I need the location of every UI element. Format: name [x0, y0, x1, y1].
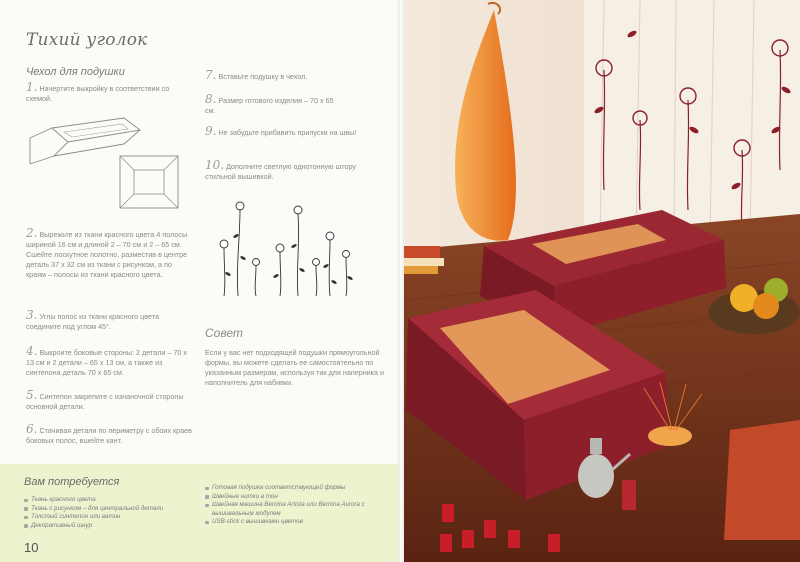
step-5 [26, 390, 192, 412]
left-page [0, 0, 398, 562]
step-text: Выкроите боковые стороны: 2 детали – 70 х 13 см и 2 детали – 65 х 13 см, а также из синтепона деталь 70 х 65 см. [26, 348, 187, 377]
step-number: 7. [205, 68, 217, 82]
photo-scene [404, 0, 800, 562]
step-text: Вырежьте из ткани красного цвета 4 полосы шириной 16 см и длиной 2 – 70 см и 2 – 65 см. Сшейте лоскутное полотно, разместив в центре деталь 37 х 32 см из ткани с рисунком, а по краям – полосы из ткани красного цвета. [26, 230, 188, 279]
list-item: Швейные нитки в тон [205, 493, 385, 502]
step-6 [26, 424, 192, 446]
step-text: Размер готового изделия – 70 х 65 см. [205, 96, 334, 115]
materials-list-1 [24, 496, 194, 530]
step-number: 3. [26, 308, 38, 322]
books [404, 246, 440, 258]
embroidery-flowers-illustration [206, 196, 366, 300]
list-item: Ткань красного цвета [24, 496, 194, 505]
step-3 [26, 310, 192, 332]
list-item: Толстый синтепон или ватин [24, 513, 194, 522]
step-2 [26, 228, 192, 280]
list-item: Декоративный шнур [24, 522, 194, 531]
step-text: Стачивая детали по периметру с обоих краев боковых полос, вшейте кант. [26, 426, 192, 445]
step-text: Синтепон закрепите с изнаночной стороны основной детали. [26, 392, 184, 411]
step-text: Вставьте подушку в чехол. [218, 72, 308, 81]
step-9 [205, 126, 365, 138]
interior-photo [404, 0, 800, 562]
list-item: Швейная машина Bernina Artista или Bernina Aurora с вышивальным модулем [205, 501, 385, 518]
step-text: Начертите выкройку в соответствии со схемой. [26, 84, 170, 103]
step-number: 6. [26, 422, 38, 436]
pattern-diagram [24, 108, 194, 212]
list-item: Готовая подушка соответствующей формы [205, 484, 385, 493]
section-subtitle: Чехол для подушки [26, 66, 125, 78]
step-number: 8. [205, 92, 217, 106]
step-text: Дополните светлую однотонную штору стильной вышивкой. [205, 162, 357, 181]
step-text: Не забудьте прибавить припуски на швы! [218, 128, 357, 137]
materials-title: Вам потребуется [24, 476, 120, 488]
materials-box [0, 464, 398, 562]
page-title: Тихий уголок [26, 30, 148, 50]
step-number: 1. [26, 80, 38, 94]
step-10 [205, 160, 365, 182]
incense-cup [648, 426, 692, 446]
small-red-cushion [724, 420, 800, 540]
step-1 [26, 82, 196, 104]
step-8 [205, 94, 345, 116]
advice-title: Совет [205, 326, 243, 340]
step-number: 4. [26, 344, 38, 358]
step-number: 5. [26, 388, 38, 402]
advice-text: Если у вас нет подходящей подушки прямоугольной формы, вы можете сделать ее самостоятельно по указанным размерам, используя тик для наперника и наполнитель для набивки. [205, 348, 384, 387]
list-item: Ткань с рисунком – для центральной детали [24, 505, 194, 514]
step-number: 9. [205, 124, 217, 138]
materials-list-2 [205, 484, 385, 527]
step-4 [26, 346, 192, 378]
step-7 [205, 70, 385, 82]
step-number: 2. [26, 226, 38, 240]
page-number: 10 [24, 540, 39, 555]
step-text: Углы полос из ткани красного цвета соедините под углом 45°. [26, 312, 159, 331]
curtain [584, 0, 800, 240]
step-number: 10. [205, 158, 225, 172]
list-item: USB-stick с вышивками цветов [205, 518, 385, 527]
